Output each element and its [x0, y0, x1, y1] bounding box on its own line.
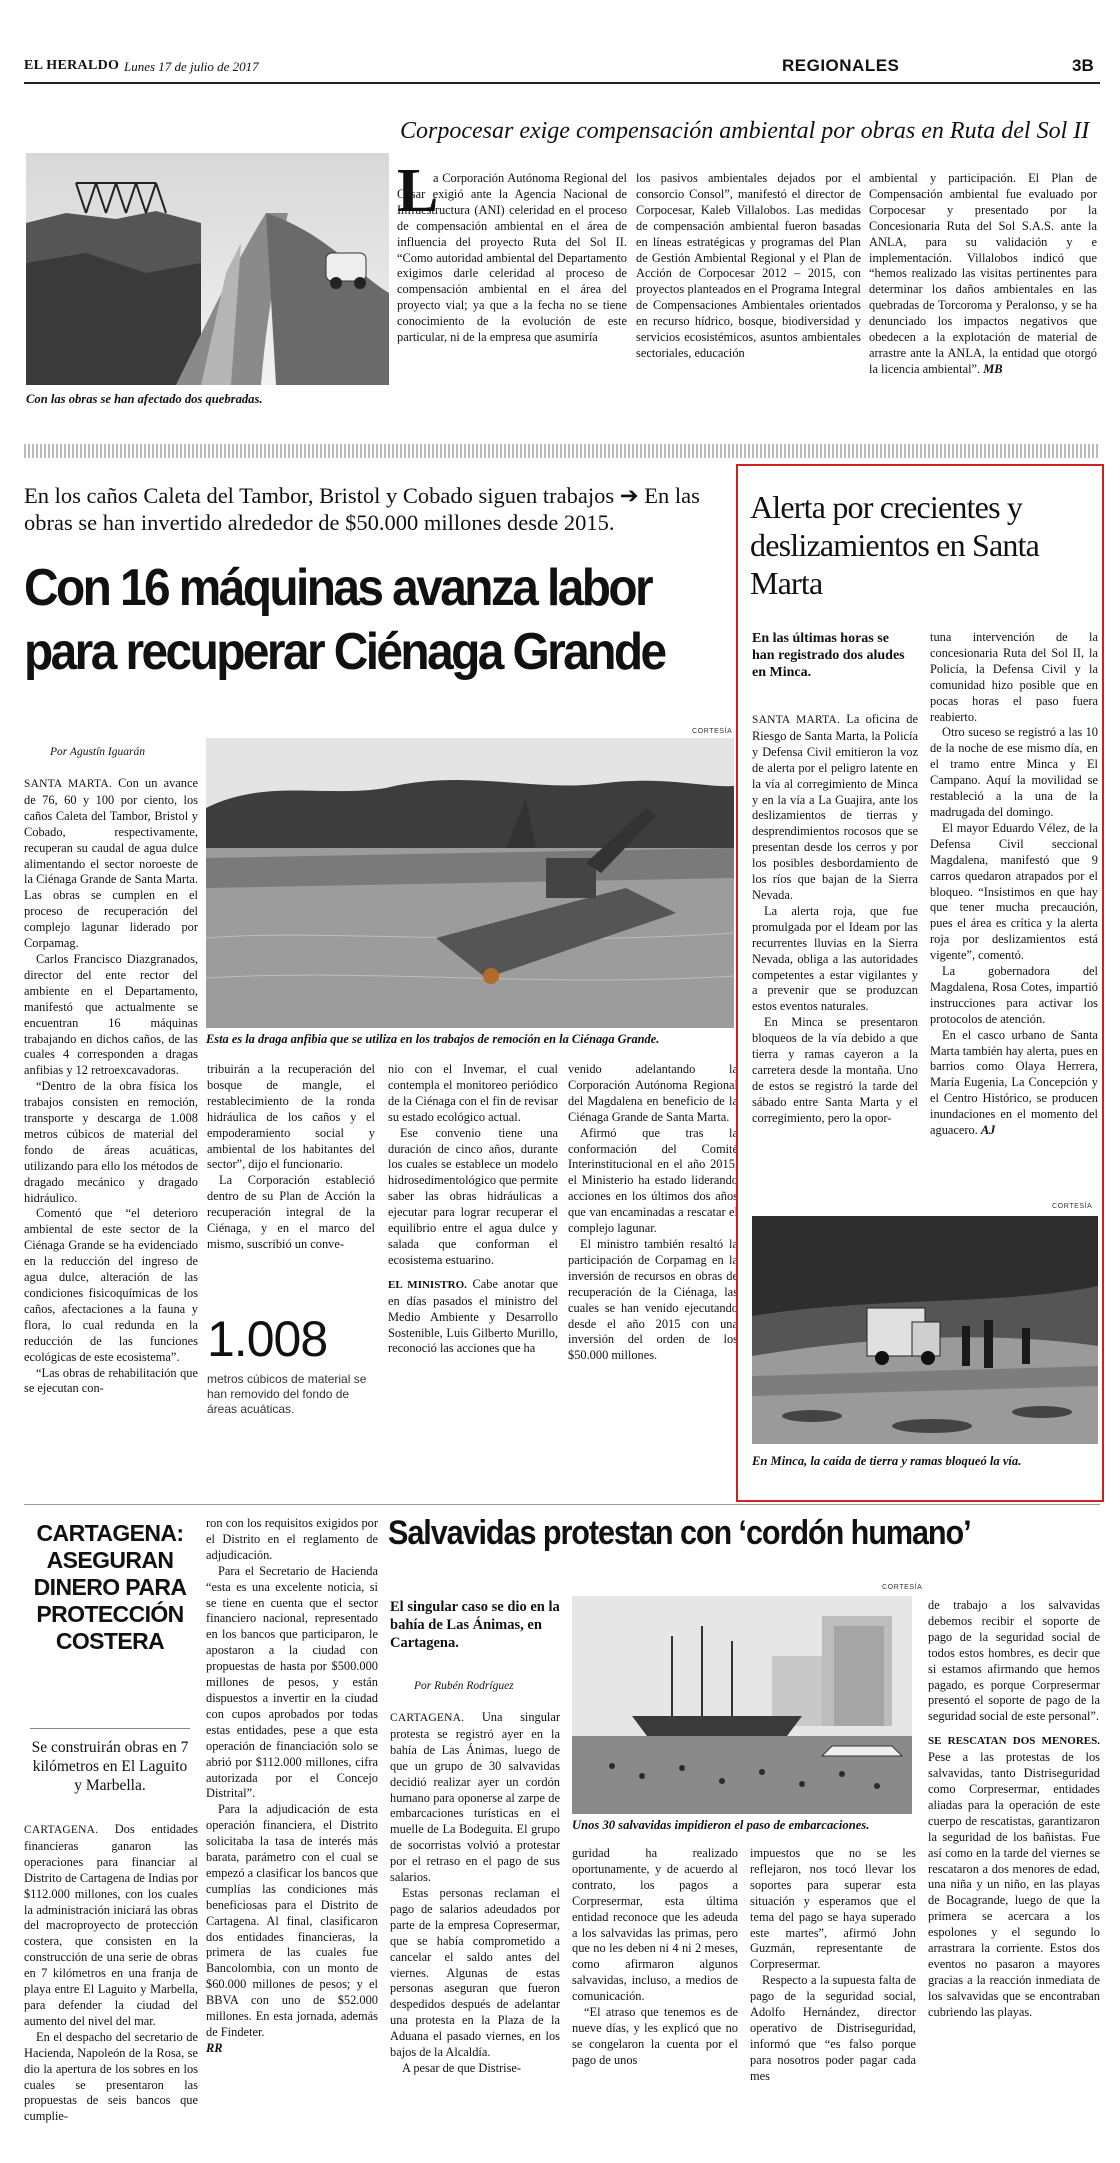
corpocesar-headline: Corpocesar exige compensación ambiental por obras en Ruta del Sol II	[400, 118, 1090, 144]
cartagena-rule	[30, 1728, 190, 1729]
alerta-summary: En las últimas horas se han registrado dos aludes en Minca.	[752, 631, 905, 680]
section-label: REGIONALES	[782, 56, 900, 75]
cartagena-col-2: ron con los requisitos exigidos por el Distrito en el reglamento de adjudicación. Para el Secretario de Hacienda “esta es una excelente noticia, si se tiene en cuenta que el sector financiero nacional, representado en los bancos que participaron, le apostaron a la ciudad con propuestas de hasta por $500.000 millones de pesos, y están dispuestos a invertir en la ciudad con cupos aprobados por todas estas entidades, pese a que esta operación de financiación solo se abrió por $112.000 millones, cifra autorizada por el Concejo Distrital”. Para la adjudicación de esta operación financiera, el Distrito solicitaba la tasa de interés más barata, parámetro con el cual se empezó a clasificar los bancos que cumplías las condiciones más beneficiosas para el Distrito de Cartagena. Al final, clasificaron dos entidades financieras, la primera de las cuales fue Bancolombia, con un monto de $60.000 millones de pesos; y el BBVA con uno de $52.000 millones. En esta jornada, además de Findeter. RR	[206, 1516, 378, 2055]
cienaga-headline-line-1: Con 16 máquinas avanza labor	[24, 559, 652, 617]
bottom-section-rule	[24, 1504, 1100, 1505]
corpocesar-caption: Con las obras se han afectado dos quebradas.	[26, 392, 263, 406]
salvavidas-photo	[572, 1596, 912, 1814]
alerta-photo-credit: CORTESÍA	[1052, 1203, 1093, 1210]
corpocesar-col-1: a Corporación Autónoma Regional del Cesar exigió ante la Agencia Nacional de Infraestructura (ANI) celeridad en el proceso de compensación ambiental en el área de influencia del proyecto Ruta del Sol II. “Como autoridad ambiental del Departamento exigimos darle celeridad al proceso de compensación ambiental en el área del proyecto vial; ya que a la fecha no se tiene conocimiento de la evolución de este particular, ni de la empresa que asumiría	[397, 171, 627, 345]
cartagena-headline: CARTAGENA: ASEGURAN DINERO PARA PROTECCIÓN COSTERA	[33, 1520, 187, 1654]
salvavidas-byline: Por Rubén Rodríguez	[414, 1680, 514, 1692]
cienaga-kicker: En los caños Caleta del Tambor, Bristol y Cobado siguen trabajos ➔ En las obras se han invertido alrededor de $50.000 millones desde 2015.	[24, 483, 700, 535]
page-number: 3B	[1072, 56, 1094, 75]
corpocesar-col-3: ambiental y participación. El Plan de Compensación ambiental fue evaluado por Corpocesar y presentado por la Concesionaria Ruta del Sol S.A.S. ante la ANLA, para su validación y e implementación. Villalobos indicó que “hemos realizado las visitas pertinentes para determinar los daños ambientales en las quebradas de Torcoroma y Peralonso, y se ha denunciado los impactos negativos que obedecen a la explotación de material de arrastre ante la ANLA, la entidad que otorgó la licencia ambiental”. MB	[869, 171, 1097, 376]
salvavidas-caption: Unos 30 salvavidas impidieron el paso de embarcaciones.	[572, 1818, 870, 1832]
masthead-date: Lunes 17 de julio de 2017	[124, 59, 259, 74]
salvavidas-col-3: impuestos que no se les reflejaron, nos tocó llevar los soportes para superar esta situación y esperamos que el tema del pago se haya superado este martes”, afirmó John Guzmán, representante de Corpresermar. Respecto a la supuesta falta de pago de la seguridad social, Adolfo Hernández, director operativo de Distriseguridad, informó que “es falso porque para nosotros poder pagar cada mes	[750, 1846, 916, 2083]
corpocesar-dropcap: L	[397, 157, 439, 225]
cienaga-col-1: SANTA MARTA. Con un avance de 76, 60 y 100 por ciento, los caños Caleta del Tambor, Bristol y Cobado, respectivamente, recuperan su caudal de agua dulce alimentando el sector noroeste de la Ciénaga Grande de Santa Marta. Las obras se cumplen en el proceso de recuperación del complejo lagunar liderado por Corpamag. Carlos Francisco Diazgranados, director del ente rector del ambiente en el Departamento, manifestó que actualmente se encuentran 16 máquinas trabajando en dichos caños, de las cuales 4 corresponden a dragas anfibias y 12 retroexcavadoras. “Dentro de la obra física los trabajos consisten en remoción, transporte y descarga de 1.008 metros cúbicos de material del fondo de áreas acuáticas, utilizando para ello los métodos de dragado mecánico y dragado hidráulico. Comentó que “el deterioro ambiental de este sector de la Ciénaga Grande se ha evidenciado en la reducción del ingreso de agua dulce, alteración de las condiciones fisicoquímicas de los caños, afectaciones a la fauna y flora, lo cual redunda en la reducción de las funciones ecológicas de este ecosistema”. “Las obras de rehabilitación que se ejecutan con-	[24, 776, 198, 1396]
cienaga-headline	[24, 556, 705, 688]
salvavidas-photo-credit: CORTESÍA	[882, 1584, 923, 1591]
salvavidas-headline: Salvavidas protestan con ‘cordón humano’	[388, 1514, 971, 1552]
alerta-photo	[752, 1216, 1098, 1444]
cienaga-col-4: venido adelantando la Corporación Autónoma Regional del Magdalena en beneficio de la Ciénaga Grande de Santa Marta. Afirmó que tras la conformación del Comité Interinstitucional en el año 2015, el Ministerio ha estado liderando acciones en los últimos dos años que van encaminadas a rescatar el complejo lagunar. El ministro también resaltó la participación de Corpamag en la inversión de recursos en obras de recuperación de la Ciénaga, las cuales se han venido ejecutando desde el año 2015 con una inversión del orden de los $50.000 millones.	[568, 1062, 738, 1363]
cienaga-photo	[206, 738, 734, 1028]
cienaga-headline-line-2: para recuperar Ciénaga Grande	[24, 623, 665, 681]
cienaga-big-number: 1.008	[207, 1311, 328, 1367]
cienaga-byline: Por Agustín Iguarán	[50, 746, 145, 758]
masthead-brand: EL HERALDO	[24, 58, 120, 73]
alerta-col-2: tuna intervención de la concesionaria Ruta del Sol II, la Policía, la Defensa Civil y la comunidad hizo posible que en pocas horas el paso fuera reabierto. Otro suceso se registró a las 10 de la noche de ese mismo día, en el tramo entre Minca y El Campano. Aquí la movilidad se restableció a la una de la madrugada del domingo. El mayor Eduardo Vélez, de la Defensa Civil seccional Magdalena, manifestó que 9 carros quedaron atrapados por el bloqueo. “Insistimos en que hay que tener mucha precaución, pues el área es crítica y la alerta roja por deslizamientos está vigente”, comentó. La gobernadora del Magdalena, Rosa Cotes, impartió instrucciones para activar los protocolos de atención. En el casco urbano de Santa Marta también hay alerta, pues en barrios como Olaya Herrera, María Eugenia, La Concepción y el Centro Histórico, se producen inundaciones en el momento del aguacero. AJ	[930, 630, 1098, 1138]
salvavidas-col-2: guridad ha realizado oportunamente, y de acuerdo al contrato, los pagos a Corpresermar, esta última entidad reconoce que les adeuda a los salvavidas las primas, pero que no les deben ni 4 ni 2 meses, como afirmaron algunos salvavidas, incluso, a medios de comunicación. “El atraso que tenemos es de nueve días, y les explicó que no se congelaron la cuenta por el pago de unos	[572, 1846, 738, 2067]
salvavidas-col-1: CARTAGENA. Una singular protesta se registró ayer en la bahía de Las Ánimas, luego de que un grupo de 30 salvavidas decidió realizar ayer un cordón humano para oponerse al zarpe de embarcaciones turísticas en el muelle de La Bodeguita. El grupo de socorristas volvió a protestar por el retraso en el pago de sus salarios. Estas personas reclaman el pago de salarios adeudados por parte de la empresa Copresermar, que se había comprometido a cancelar el saldo antes del viernes. Algunas de estas personas aseguran que fueron despedidos después de adelantar una protesta en la Plaza de la Aduana el pasado viernes, en los bajos de la Alcaldía. A pesar de que Distrise-	[390, 1710, 560, 2075]
corpocesar-photo	[26, 153, 389, 385]
salvavidas-col-4: de trabajo a los salvavidas debemos recibir el soporte de pago de la seguridad social de todos estos hombres, es decir que si estamos afirmando que hemos pagado, es porque Corpresermar presentó el soporte de pago de la seguridad social de este personal”. SE RESCATAN DOS MENORES. Pese a las protestas de los salvavidas, tanto Distriseguridad como Corpresermar, entidades aliadas para la operación de este cuerpo de rescatistas, garantizaron la seguridad de los bañistas. Fue así como en la tarde del viernes se rescataron a dos menores de edad, una niña y un niño, en las playas de Bocagrande, luego de que la primera se acercara a los espolones y el segundo lo arrastrara la corriente. Estos dos eventos no pasaron a mayores gracias a la reacción inmediata de los salvavidas que se encontraban cubriendo las playas.	[928, 1598, 1100, 2019]
cartagena-col-1: CARTAGENA. Dos entidades financieras ganaron las operaciones para financiar al Distrito de Cartagena de Indias por $112.000 millones, con los cuales la administración iniciará las obras del macroproyecto de protección costera, que consisten en la construcción de una serie de obras en 7 kilómetros en una franja de playa entre El Laguito y Marbella, para defender la ciudad del aumento del nivel del mar. En el despacho del secretario de Hacienda, Napoleón de la Rosa, se dio la apertura de los sobres en los cuales se presentaron las propuestas de seis bancos que cumplie-	[24, 1822, 198, 2124]
alerta-caption: En Minca, la caída de tierra y ramas bloqueó la vía.	[752, 1454, 1022, 1468]
section-separator	[24, 444, 1100, 458]
cienaga-caption: Esta es la draga anfibia que se utiliza en los trabajos de remoción en la Ciénaga Grande.	[206, 1032, 660, 1046]
salvavidas-summary: El singular caso se dio en la bahía de Las Ánimas, en Cartagena.	[390, 1599, 560, 1651]
alerta-col-1: SANTA MARTA. La oficina de Riesgo de Santa Marta, la Policía y Defensa Civil emitieron la voz de alerta por el peligro latente en la vía al corregimiento de Minca y en la vía a La Guajira, ante los deslizamientos de tierras y desprendimientos rocosos que se presentan desde los cerros y por los posibles desbordamiento de los ríos que bajan de la Sierra Nevada. La alerta roja, que fue promulgada por el Ideam por las recurrentes lluvias en la Sierra Nevada, obliga a las autoridades competentes a estar vigilantes y a prevenir que se produzcan estos eventos naturales. En Minca se presentaron bloqueos de la vía debido a que tierra y ramas cayeron a la carretera desde la montaña. Uno de estos se registró la tarde del sábado entre Santa Marta y el corregimiento, pero la opor-	[752, 712, 918, 1125]
cienaga-col-3: nio con el Invemar, el cual contempla el monitoreo periódico de la Ciénaga con el fin de revisar su estado ecológico actual. Ese convenio tiene una duración de cinco años, durante los cuales se establece un modelo hidrosedimentológico que permite saber las obras hidráulicas a ejecutar para lograr recuperar el equilibrio entre el agua dulce y salada que conforman el ecosistema estuarino. EL MINISTRO. Cabe anotar que en días pasados el ministro del Medio Ambiente y Desarrollo Sostenible, Luis Gilberto Murillo, reconoció las acciones que ha	[388, 1062, 558, 1356]
cienaga-big-number-caption: metros cúbicos de material se han removido del fondo de áreas acuáticas.	[207, 1372, 367, 1416]
corpocesar-col-2: los pasivos ambientales dejados por el consorcio Consol”, manifestó el director de Corpocesar, Kaleb Villalobos. Las medidas de compensación ambiental fueron basadas en líneas estratégicas y programas del Plan de Gestión Ambiental Regional y el Plan de Acción de Corpocesar 2012 – 2015, con proyectos planteados en el Programa Integral de Compensaciones Ambientales orientados en recurso hídrico, bosque, biodiversidad y servicios ecosistémicos, asuntos ambientales sectoriales, educación	[636, 171, 861, 360]
cartagena-summary: Se construirán obras en 7 kilómetros en El Laguito y Marbella.	[31, 1739, 189, 1794]
page-header	[24, 52, 1100, 82]
header-rule	[24, 82, 1100, 84]
cienaga-col-2: tribuirán a la recuperación del bosque de mangle, el restablecimiento de la ronda hidráulica de los caños y el empoderamiento social y ambiental de los habitantes del sector”, dijo el funcionario. La Corporación estableció dentro de su Plan de Acción la recuperación integral de la Ciénaga, y en el marco del mismo, suscribió un conve-	[207, 1062, 375, 1251]
alerta-headline: Alerta por crecientes y deslizamientos en Santa Marta	[750, 489, 1040, 601]
kicker-arrow-icon: ➔	[619, 483, 639, 508]
cienaga-photo-credit: CORTESÍA	[692, 728, 733, 735]
